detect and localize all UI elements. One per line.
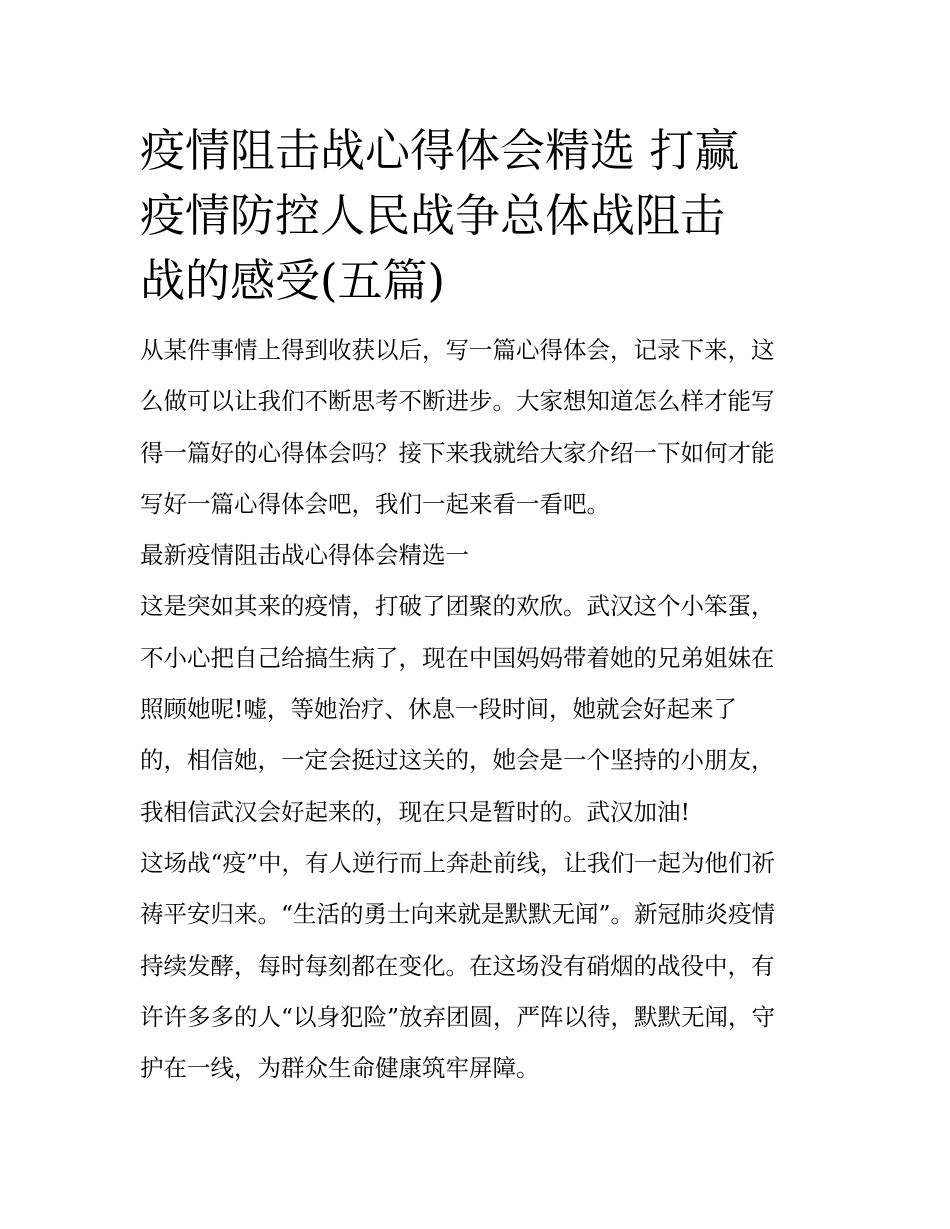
document-page: [140, 118, 820, 1104]
body-line: 从某件事情上得到收获以后，写一篇心得体会，记录下来，这: [140, 336, 775, 364]
body-line: 许许多多的人“以身犯险”放弃团圆，严阵以待，默默无闻，守: [140, 1002, 776, 1031]
title-line: 战的感受(五篇): [140, 254, 446, 307]
body-line: 我相信武汉会好起来的，现在只是暂时的。武汉加油!: [140, 797, 690, 826]
section-heading: 最新疫情阻击战心得体会精选一: [140, 541, 469, 570]
body-line: 照顾她呢!嘘，等她治疗、休息一段时间，她就会好起来了: [140, 695, 737, 724]
body-line: 这场战“疫”中，有人逆行而上奔赴前线，让我们一起为他们祈: [140, 848, 776, 877]
body-line: 祷平安归来。“生活的勇士向来就是默默无闻”。新冠肺炎疫情: [140, 900, 776, 929]
body-line: 的，相信她，一定会挺过这关的，她会是一个坚持的小朋友，: [140, 746, 775, 775]
document-body: [140, 335, 820, 1104]
body-line: 这是突如其来的疫情，打破了团聚的欢欣。武汉这个小笨蛋，: [140, 592, 775, 621]
body-line: 得一篇好的心得体会吗？接下来我就给大家介绍一下如何才能: [140, 438, 775, 467]
body-line: 写好一篇心得体会吧，我们一起来看一看吧。: [140, 489, 610, 518]
document-title: [140, 118, 820, 313]
title-line: 疫情阻击战心得体会精选 打赢: [140, 124, 740, 177]
body-line: 么做可以让我们不断思考不断进步。大家想知道怎么样才能写: [140, 387, 775, 416]
body-line: 不小心把自己给搞生病了，现在中国妈妈带着她的兄弟姐妹在: [140, 643, 775, 672]
body-line: 护在一线，为群众生命健康筑牢屏障。: [140, 1054, 540, 1083]
title-line: 疫情防控人民战争总体战阻击: [140, 189, 726, 242]
body-line: 持续发酵，每时每刻都在变化。在这场没有硝烟的战役中，有: [140, 951, 775, 980]
